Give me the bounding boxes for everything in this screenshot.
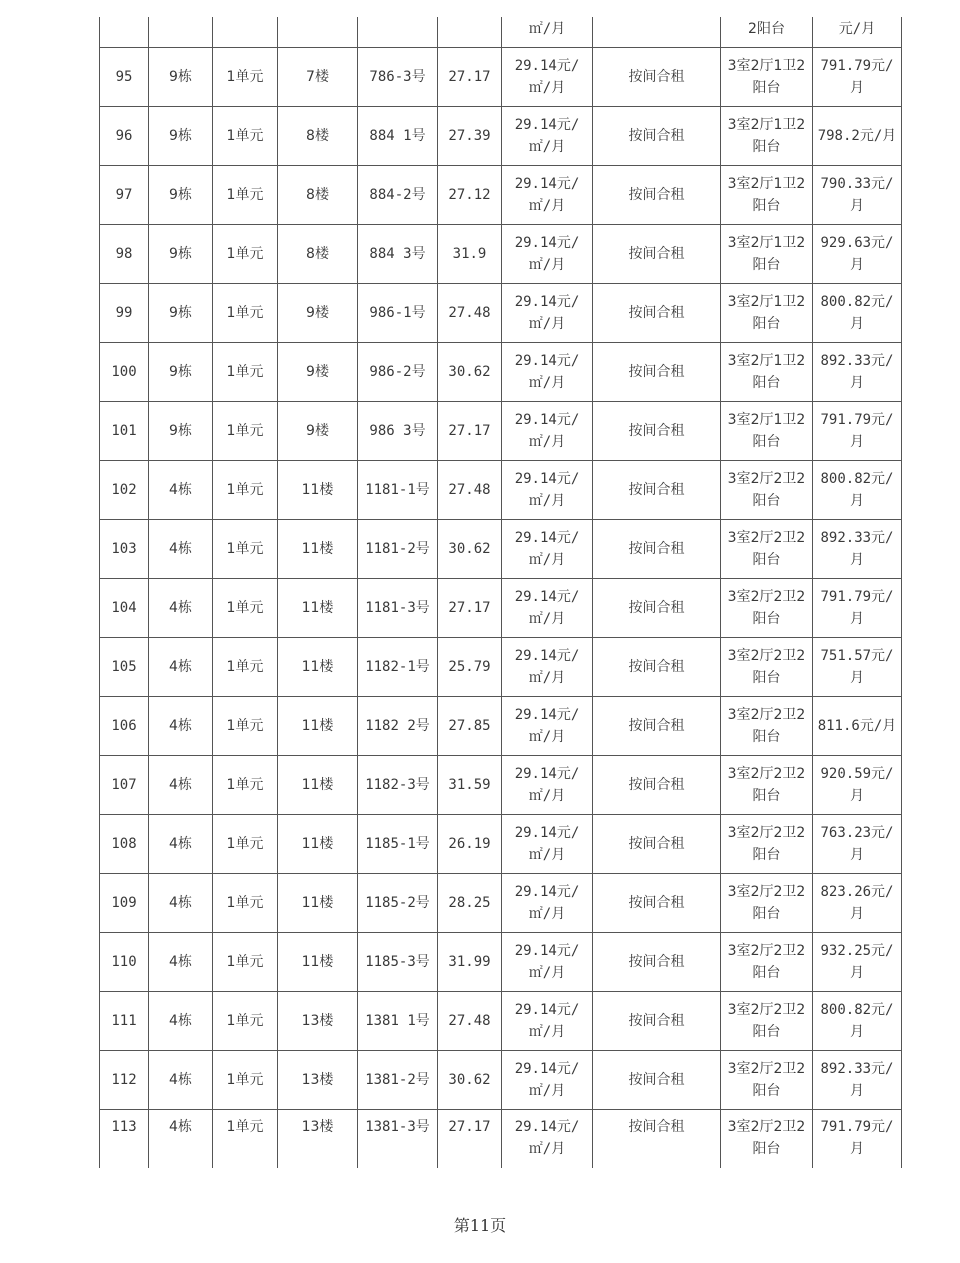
cell-no: 98 <box>100 225 149 284</box>
cell-no: 95 <box>100 48 149 107</box>
cell-room: 1185-2号 <box>358 874 438 933</box>
cell-layout: 3室2厅2卫2阳台 <box>721 461 813 520</box>
cell-monthly-rent: 798.2元/月 <box>813 107 902 166</box>
cell-layout: 3室2厅2卫2阳台 <box>721 756 813 815</box>
cell-building: 4栋 <box>149 697 213 756</box>
cell-unit-price: 29.14元/㎡/月 <box>502 1110 593 1169</box>
cell-layout: 3室2厅1卫2阳台 <box>721 166 813 225</box>
cell-rent-type: 按间合租 <box>593 225 721 284</box>
cell-building: 4栋 <box>149 579 213 638</box>
cell-unit: 1单元 <box>213 343 278 402</box>
cell-rent-type: 按间合租 <box>593 402 721 461</box>
cell-rent-type: 按间合租 <box>593 815 721 874</box>
cell-area: 27.48 <box>438 992 502 1051</box>
cell-floor: 11楼 <box>278 874 358 933</box>
table-row <box>100 1051 902 1110</box>
cell-floor: 9楼 <box>278 284 358 343</box>
cell-unit: 1单元 <box>213 225 278 284</box>
cell-rent-type: 按间合租 <box>593 284 721 343</box>
cell-floor: 11楼 <box>278 756 358 815</box>
cell-unit-price: 29.14元/㎡/月 <box>502 697 593 756</box>
cell-unit: 1单元 <box>213 520 278 579</box>
cell-room: 986-1号 <box>358 284 438 343</box>
cell-no: 105 <box>100 638 149 697</box>
cell-unit: 1单元 <box>213 579 278 638</box>
cell-unit: 1单元 <box>213 874 278 933</box>
cell-no: 107 <box>100 756 149 815</box>
cell-monthly-rent: 892.33元/月 <box>813 343 902 402</box>
cell-floor: 9楼 <box>278 343 358 402</box>
table-row <box>100 107 902 166</box>
cell-unit: 1单元 <box>213 933 278 992</box>
cell-unit-price: 29.14元/㎡/月 <box>502 225 593 284</box>
cell-unit: 1单元 <box>213 638 278 697</box>
cell-no: 102 <box>100 461 149 520</box>
cell-layout: 3室2厅1卫2阳台 <box>721 402 813 461</box>
cell-floor: 11楼 <box>278 815 358 874</box>
cell-no: 96 <box>100 107 149 166</box>
cell-building: 9栋 <box>149 107 213 166</box>
cell-building: 4栋 <box>149 461 213 520</box>
cell-area: 27.12 <box>438 166 502 225</box>
cell-monthly-rent: 791.79元/月 <box>813 48 902 107</box>
cell-area: 30.62 <box>438 1051 502 1110</box>
cell-unit-price: 29.14元/㎡/月 <box>502 933 593 992</box>
cell-unit-price: 29.14元/㎡/月 <box>502 343 593 402</box>
cell-room: 986-2号 <box>358 343 438 402</box>
cell-floor: 7楼 <box>278 48 358 107</box>
cell-rent-type: 按间合租 <box>593 166 721 225</box>
cell-unit: 1单元 <box>213 1110 278 1169</box>
cell-layout: 3室2厅2卫2阳台 <box>721 1051 813 1110</box>
table-row <box>100 520 902 579</box>
cell-monthly-rent: 800.82元/月 <box>813 284 902 343</box>
cell-no: 99 <box>100 284 149 343</box>
cell-building: 4栋 <box>149 874 213 933</box>
cell-building: 4栋 <box>149 520 213 579</box>
cell-layout: 3室2厅2卫2阳台 <box>721 697 813 756</box>
cell-layout: 3室2厅2卫2阳台 <box>721 933 813 992</box>
cell-floor: 13楼 <box>278 1110 358 1169</box>
cell-rent-type: 按间合租 <box>593 461 721 520</box>
cell-unit: 1单元 <box>213 166 278 225</box>
cell-unit-price: 29.14元/㎡/月 <box>502 1051 593 1110</box>
cell-layout: 3室2厅2卫2阳台 <box>721 579 813 638</box>
cell-building: 9栋 <box>149 402 213 461</box>
cell-layout: 3室2厅2卫2阳台 <box>721 638 813 697</box>
cell-monthly-rent: 800.82元/月 <box>813 461 902 520</box>
cell-area <box>438 17 502 48</box>
cell-room: 884-2号 <box>358 166 438 225</box>
cell-room: 884 1号 <box>358 107 438 166</box>
table-row <box>100 225 902 284</box>
cell-unit-price: 29.14元/㎡/月 <box>502 874 593 933</box>
cell-unit: 1单元 <box>213 284 278 343</box>
cell-building <box>149 17 213 48</box>
cell-room: 786-3号 <box>358 48 438 107</box>
cell-layout: 3室2厅1卫2阳台 <box>721 225 813 284</box>
cell-no: 101 <box>100 402 149 461</box>
cell-rent-type: 按间合租 <box>593 107 721 166</box>
table-row <box>100 815 902 874</box>
cell-monthly-rent: 元/月 <box>813 17 902 48</box>
cell-building: 9栋 <box>149 343 213 402</box>
cell-no: 97 <box>100 166 149 225</box>
cell-floor: 8楼 <box>278 166 358 225</box>
cell-unit-price: 29.14元/㎡/月 <box>502 107 593 166</box>
cell-no: 112 <box>100 1051 149 1110</box>
table-row <box>100 1110 902 1169</box>
cell-room: 1181-3号 <box>358 579 438 638</box>
cell-unit-price: 29.14元/㎡/月 <box>502 48 593 107</box>
cell-rent-type: 按间合租 <box>593 343 721 402</box>
cell-area: 27.17 <box>438 579 502 638</box>
cell-building: 9栋 <box>149 284 213 343</box>
cell-rent-type: 按间合租 <box>593 520 721 579</box>
cell-room: 1381-3号 <box>358 1110 438 1169</box>
cell-room: 1381 1号 <box>358 992 438 1051</box>
cell-layout: 3室2厅1卫2阳台 <box>721 107 813 166</box>
cell-unit: 1单元 <box>213 461 278 520</box>
cell-area: 27.17 <box>438 48 502 107</box>
cell-unit: 1单元 <box>213 107 278 166</box>
table-row <box>100 933 902 992</box>
table-row <box>100 461 902 520</box>
cell-room: 884 3号 <box>358 225 438 284</box>
cell-rent-type: 按间合租 <box>593 1110 721 1169</box>
cell-rent-type: 按间合租 <box>593 933 721 992</box>
cell-area: 30.62 <box>438 520 502 579</box>
cell-monthly-rent: 790.33元/月 <box>813 166 902 225</box>
cell-room: 1182-3号 <box>358 756 438 815</box>
cell-floor: 11楼 <box>278 697 358 756</box>
cell-room: 1181-2号 <box>358 520 438 579</box>
cell-monthly-rent: 823.26元/月 <box>813 874 902 933</box>
cell-floor: 8楼 <box>278 107 358 166</box>
table-body <box>100 17 902 1168</box>
cell-monthly-rent: 892.33元/月 <box>813 520 902 579</box>
cell-area: 30.62 <box>438 343 502 402</box>
table-row <box>100 579 902 638</box>
cell-rent-type: 按间合租 <box>593 1051 721 1110</box>
cell-room <box>358 17 438 48</box>
cell-unit: 1单元 <box>213 992 278 1051</box>
cell-room: 1185-1号 <box>358 815 438 874</box>
cell-rent-type <box>593 17 721 48</box>
cell-area: 27.17 <box>438 1110 502 1169</box>
cell-room: 986 3号 <box>358 402 438 461</box>
cell-floor: 13楼 <box>278 1051 358 1110</box>
cell-floor: 13楼 <box>278 992 358 1051</box>
cell-monthly-rent: 920.59元/月 <box>813 756 902 815</box>
cell-building: 4栋 <box>149 756 213 815</box>
cell-unit: 1单元 <box>213 402 278 461</box>
cell-no: 113 <box>100 1110 149 1169</box>
cell-rent-type: 按间合租 <box>593 756 721 815</box>
cell-floor: 11楼 <box>278 579 358 638</box>
cell-rent-type: 按间合租 <box>593 579 721 638</box>
cell-layout: 3室2厅1卫2阳台 <box>721 48 813 107</box>
cell-monthly-rent: 763.23元/月 <box>813 815 902 874</box>
cell-rent-type: 按间合租 <box>593 992 721 1051</box>
cell-layout: 3室2厅1卫2阳台 <box>721 343 813 402</box>
cell-rent-type: 按间合租 <box>593 638 721 697</box>
cell-floor <box>278 17 358 48</box>
cell-no: 106 <box>100 697 149 756</box>
cell-floor: 8楼 <box>278 225 358 284</box>
cell-unit-price: 29.14元/㎡/月 <box>502 402 593 461</box>
cell-unit: 1单元 <box>213 815 278 874</box>
cell-unit-price: 29.14元/㎡/月 <box>502 461 593 520</box>
cell-floor: 11楼 <box>278 520 358 579</box>
cell-building: 9栋 <box>149 48 213 107</box>
cell-monthly-rent: 791.79元/月 <box>813 402 902 461</box>
cell-no: 108 <box>100 815 149 874</box>
cell-room: 1181-1号 <box>358 461 438 520</box>
cell-floor: 11楼 <box>278 933 358 992</box>
cell-rent-type: 按间合租 <box>593 874 721 933</box>
cell-no: 100 <box>100 343 149 402</box>
table-row <box>100 874 902 933</box>
cell-no <box>100 17 149 48</box>
cell-area: 25.79 <box>438 638 502 697</box>
cell-no: 104 <box>100 579 149 638</box>
cell-monthly-rent: 892.33元/月 <box>813 1051 902 1110</box>
cell-room: 1185-3号 <box>358 933 438 992</box>
cell-area: 31.9 <box>438 225 502 284</box>
cell-room: 1381-2号 <box>358 1051 438 1110</box>
page-number: 第11页 <box>453 1216 507 1235</box>
cell-monthly-rent: 929.63元/月 <box>813 225 902 284</box>
cell-monthly-rent: 751.57元/月 <box>813 638 902 697</box>
cell-layout: 3室2厅1卫2阳台 <box>721 284 813 343</box>
cell-unit-price: 29.14元/㎡/月 <box>502 992 593 1051</box>
cell-monthly-rent: 800.82元/月 <box>813 992 902 1051</box>
table-row <box>100 697 902 756</box>
cell-room: 1182 2号 <box>358 697 438 756</box>
cell-unit-price: 29.14元/㎡/月 <box>502 579 593 638</box>
cell-floor: 11楼 <box>278 638 358 697</box>
cell-area: 27.17 <box>438 402 502 461</box>
cell-unit-price: 29.14元/㎡/月 <box>502 166 593 225</box>
table-row <box>100 48 902 107</box>
cell-no: 110 <box>100 933 149 992</box>
cell-building: 4栋 <box>149 815 213 874</box>
cell-unit: 1单元 <box>213 756 278 815</box>
cell-monthly-rent: 791.79元/月 <box>813 1110 902 1169</box>
cell-no: 109 <box>100 874 149 933</box>
cell-room: 1182-1号 <box>358 638 438 697</box>
cell-unit-price: 29.14元/㎡/月 <box>502 815 593 874</box>
cell-unit: 1单元 <box>213 48 278 107</box>
cell-floor: 9楼 <box>278 402 358 461</box>
cell-rent-type: 按间合租 <box>593 48 721 107</box>
table-row <box>100 343 902 402</box>
cell-rent-type: 按间合租 <box>593 697 721 756</box>
continuation-row <box>100 17 902 48</box>
cell-monthly-rent: 811.6元/月 <box>813 697 902 756</box>
table-row <box>100 166 902 225</box>
cell-area: 27.48 <box>438 461 502 520</box>
cell-layout: 3室2厅2卫2阳台 <box>721 520 813 579</box>
table-row <box>100 992 902 1051</box>
cell-unit <box>213 17 278 48</box>
cell-layout: 3室2厅2卫2阳台 <box>721 992 813 1051</box>
cell-unit-price: 29.14元/㎡/月 <box>502 756 593 815</box>
table-row <box>100 638 902 697</box>
cell-area: 31.59 <box>438 756 502 815</box>
rental-listing-table <box>99 17 902 1168</box>
cell-area: 27.39 <box>438 107 502 166</box>
cell-unit: 1单元 <box>213 1051 278 1110</box>
cell-area: 28.25 <box>438 874 502 933</box>
cell-unit-price: 29.14元/㎡/月 <box>502 284 593 343</box>
cell-no: 103 <box>100 520 149 579</box>
cell-layout: 3室2厅2卫2阳台 <box>721 874 813 933</box>
cell-building: 4栋 <box>149 638 213 697</box>
cell-building: 4栋 <box>149 992 213 1051</box>
cell-building: 4栋 <box>149 1110 213 1169</box>
cell-building: 9栋 <box>149 225 213 284</box>
cell-unit-price: ㎡/月 <box>502 17 593 48</box>
cell-layout: 3室2厅2卫2阳台 <box>721 815 813 874</box>
cell-layout: 3室2厅2卫2阳台 <box>721 1110 813 1169</box>
cell-floor: 11楼 <box>278 461 358 520</box>
cell-no: 111 <box>100 992 149 1051</box>
cell-building: 9栋 <box>149 166 213 225</box>
table-row <box>100 284 902 343</box>
cell-area: 31.99 <box>438 933 502 992</box>
cell-unit-price: 29.14元/㎡/月 <box>502 638 593 697</box>
cell-area: 27.48 <box>438 284 502 343</box>
cell-monthly-rent: 791.79元/月 <box>813 579 902 638</box>
cell-area: 27.85 <box>438 697 502 756</box>
cell-unit: 1单元 <box>213 697 278 756</box>
table-row <box>100 402 902 461</box>
cell-monthly-rent: 932.25元/月 <box>813 933 902 992</box>
cell-layout: 2阳台 <box>721 17 813 48</box>
cell-building: 4栋 <box>149 1051 213 1110</box>
table-row <box>100 756 902 815</box>
cell-unit-price: 29.14元/㎡/月 <box>502 520 593 579</box>
cell-area: 26.19 <box>438 815 502 874</box>
cell-building: 4栋 <box>149 933 213 992</box>
